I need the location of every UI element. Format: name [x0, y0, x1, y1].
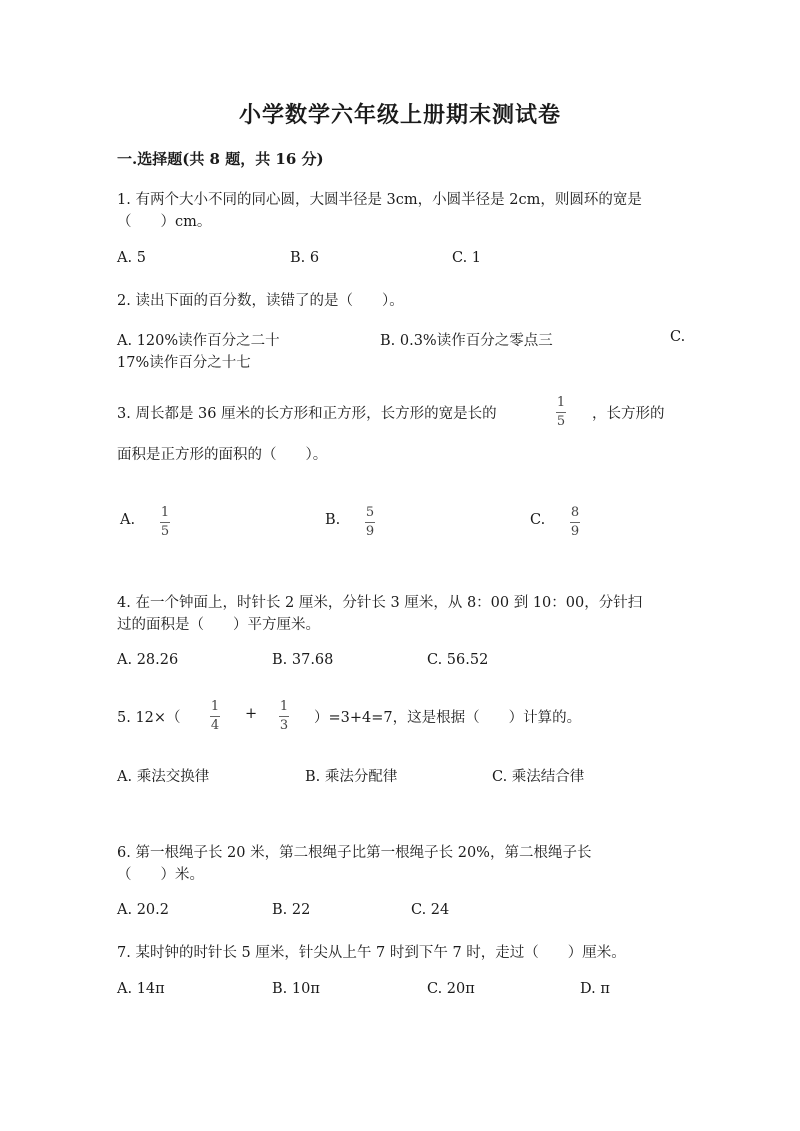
q3-fraction-denominator: 5 [556, 414, 566, 429]
q5-post: ）=3+4=7，这是根据（ ）计算的。 [314, 710, 582, 726]
q6-option-b: B. 22 [272, 902, 311, 918]
q2-option-b: B. 0.3%读作百分之零点三 [380, 333, 553, 349]
q3-fraction-numerator: 1 [556, 395, 566, 410]
q1-option-b: B. 6 [290, 250, 320, 266]
q1-option-c: C. 1 [452, 250, 482, 266]
q3-line1-post: ，长方形的 [592, 406, 665, 422]
q1-line2: （ ）cm。 [117, 214, 212, 230]
q5-option-a: A. 乘法交换律 [117, 769, 210, 785]
q3-a-numerator: 1 [160, 505, 170, 520]
q4-option-c: C. 56.52 [427, 652, 489, 668]
q3-option-c-fraction [570, 506, 580, 538]
q3-option-b-label: B. [325, 512, 341, 528]
q4-option-b: B. 37.68 [272, 652, 334, 668]
q3-a-denominator: 5 [160, 524, 170, 539]
page-title: 小学数学六年级上册期末测试卷 [238, 102, 561, 128]
q6-option-c: C. 24 [411, 902, 450, 918]
q4-option-a: A. 28.26 [117, 652, 179, 668]
q5-plus: + [245, 706, 258, 722]
q7-option-c: C. 20π [427, 981, 475, 997]
q4-line2: 过的面积是（ ）平方厘米。 [117, 617, 320, 633]
q5-option-b: B. 乘法分配律 [305, 769, 398, 785]
q1-line1: 1. 有两个大小不同的同心圆，大圆半径是 3cm，小圆半径是 2cm，则圆环的宽是 [117, 192, 642, 208]
q7-text: 7. 某时钟的时针长 5 厘米，针尖从上午 7 时到下午 7 时，走过（ ）厘米。 [117, 945, 626, 961]
fraction-bar [556, 412, 566, 413]
q5-fraction-1 [210, 700, 220, 732]
q7-option-d: D. π [580, 981, 610, 997]
q7-option-a: A. 14π [117, 981, 165, 997]
q6-line1: 6. 第一根绳子长 20 米，第二根绳子比第一根绳子长 20%，第二根绳子长 [117, 845, 592, 861]
q5-frac2-numerator: 1 [279, 699, 289, 714]
q2-option-a: A. 120%读作百分之二十 [117, 333, 280, 349]
fraction-bar [160, 522, 170, 523]
fraction-bar [279, 716, 289, 717]
q5-frac2-denominator: 3 [279, 718, 289, 733]
q3-b-denominator: 9 [365, 524, 375, 539]
section-heading: 一.选择题(共 8 题，共 16 分) [117, 150, 324, 168]
q2-option-c-text: 17%读作百分之十七 [117, 355, 251, 371]
q3-c-denominator: 9 [570, 524, 580, 539]
q5-frac1-numerator: 1 [210, 699, 220, 714]
q3-c-numerator: 8 [570, 505, 580, 520]
q3-fraction [556, 396, 566, 428]
q2-option-c-label: C. [670, 329, 686, 345]
fraction-bar [365, 522, 375, 523]
fraction-bar [570, 522, 580, 523]
q3-option-b-fraction [365, 506, 375, 538]
q2-text: 2. 读出下面的百分数，读错了的是（ ）。 [117, 293, 404, 309]
q3-option-a-label: A. [120, 512, 136, 528]
q5-option-c: C. 乘法结合律 [492, 769, 585, 785]
q7-option-b: B. 10π [272, 981, 320, 997]
q6-option-a: A. 20.2 [117, 902, 169, 918]
q5-fraction-2 [279, 700, 289, 732]
q3-line1-pre: 3. 周长都是 36 厘米的长方形和正方形，长方形的宽是长的 [117, 406, 497, 422]
q1-option-a: A. 5 [117, 250, 146, 266]
fraction-bar [210, 716, 220, 717]
q6-line2: （ ）米。 [117, 867, 204, 883]
q3-option-c-label: C. [530, 512, 546, 528]
q4-line1: 4. 在一个钟面上，时针长 2 厘米，分针长 3 厘米，从 8：00 到 10：00，分针扫 [117, 595, 643, 611]
q3-option-a-fraction [160, 506, 170, 538]
q5-frac1-denominator: 4 [210, 718, 220, 733]
q3-line2: 面积是正方形的面积的（ ）。 [117, 447, 328, 463]
q3-b-numerator: 5 [365, 505, 375, 520]
q5-pre: 5. 12×（ [117, 710, 181, 726]
